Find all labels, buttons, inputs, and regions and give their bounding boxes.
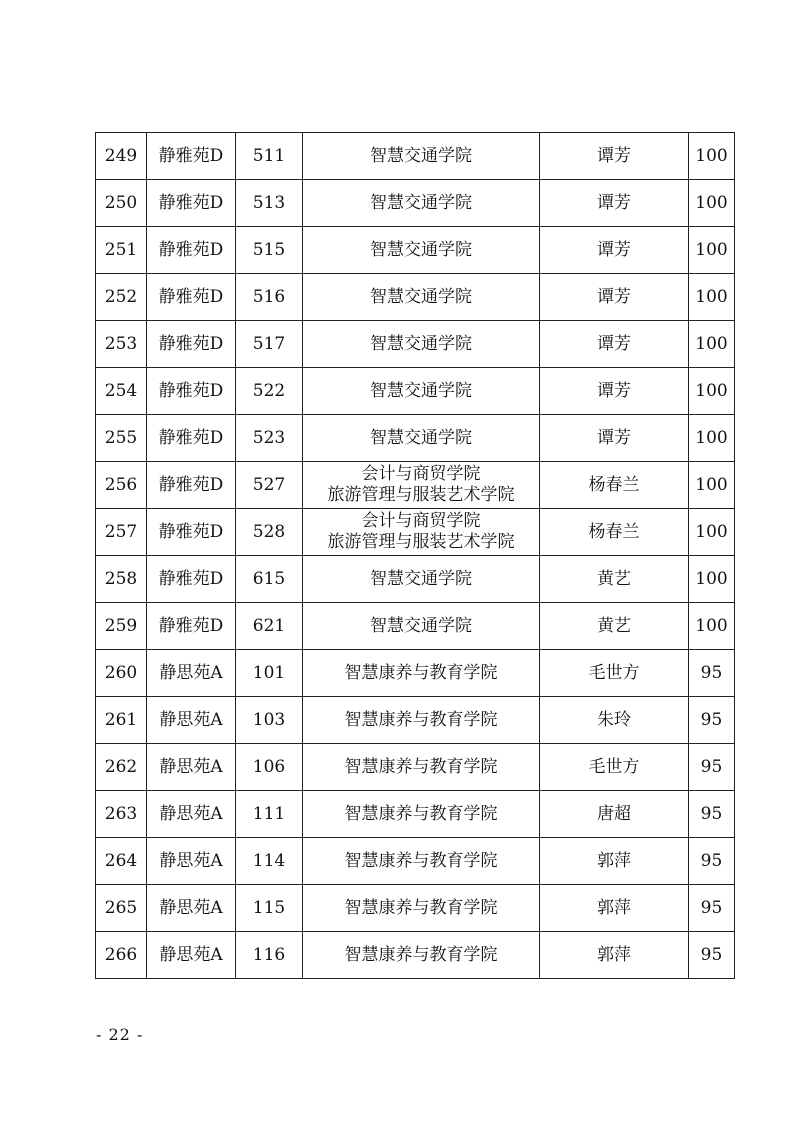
row-number-cell: 254 <box>96 368 147 415</box>
score-cell: 95 <box>689 838 735 885</box>
score-cell: 95 <box>689 650 735 697</box>
person-in-charge-cell: 朱玲 <box>540 697 689 744</box>
row-number-cell: 260 <box>96 650 147 697</box>
department-cell <box>303 791 540 838</box>
department-name: 智慧交通学院 <box>370 239 472 260</box>
department-name: 智慧交通学院 <box>370 427 472 448</box>
table-row <box>96 415 735 462</box>
table-row <box>96 180 735 227</box>
building-cell: 静思苑A <box>147 838 236 885</box>
building-cell: 静雅苑D <box>147 415 236 462</box>
department-name: 智慧康养与教育学院 <box>344 850 498 871</box>
room-number-cell: 116 <box>236 932 303 979</box>
score-cell: 100 <box>689 274 735 321</box>
row-number-cell: 259 <box>96 603 147 650</box>
person-in-charge-cell: 郭萍 <box>540 885 689 932</box>
table-row <box>96 509 735 556</box>
building-cell: 静思苑A <box>147 885 236 932</box>
person-in-charge-cell: 郭萍 <box>540 932 689 979</box>
table-row <box>96 274 735 321</box>
department-cell <box>303 180 540 227</box>
score-cell: 100 <box>689 415 735 462</box>
room-number-cell: 115 <box>236 885 303 932</box>
department-name: 智慧康养与教育学院 <box>344 756 498 777</box>
page-number: - 22 - <box>96 1025 144 1044</box>
department-cell <box>303 838 540 885</box>
room-number-cell: 522 <box>236 368 303 415</box>
score-cell: 100 <box>689 462 735 509</box>
room-number-cell: 111 <box>236 791 303 838</box>
department-name: 智慧交通学院 <box>370 286 472 307</box>
row-number-cell: 251 <box>96 227 147 274</box>
building-cell: 静雅苑D <box>147 321 236 368</box>
table-row <box>96 556 735 603</box>
score-cell: 100 <box>689 227 735 274</box>
department-name: 智慧康养与教育学院 <box>344 897 498 918</box>
score-cell: 100 <box>689 133 735 180</box>
room-number-cell: 106 <box>236 744 303 791</box>
room-number-cell: 101 <box>236 650 303 697</box>
table-row <box>96 368 735 415</box>
score-cell: 100 <box>689 556 735 603</box>
person-in-charge-cell: 谭芳 <box>540 321 689 368</box>
row-number-cell: 252 <box>96 274 147 321</box>
table-row <box>96 227 735 274</box>
department-name: 智慧康养与教育学院 <box>344 662 498 683</box>
room-number-cell: 527 <box>236 462 303 509</box>
room-number-cell: 528 <box>236 509 303 556</box>
department-name: 会计与商贸学院 <box>361 464 481 484</box>
person-in-charge-cell: 杨春兰 <box>540 462 689 509</box>
building-cell: 静雅苑D <box>147 274 236 321</box>
row-number-cell: 257 <box>96 509 147 556</box>
room-number-cell: 621 <box>236 603 303 650</box>
table-row <box>96 932 735 979</box>
department-name: 旅游管理与服装艺术学院 <box>327 532 515 552</box>
score-cell: 100 <box>689 368 735 415</box>
person-in-charge-cell: 毛世方 <box>540 650 689 697</box>
person-in-charge-cell: 谭芳 <box>540 415 689 462</box>
department-cell <box>303 227 540 274</box>
department-name: 旅游管理与服装艺术学院 <box>327 485 515 505</box>
room-number-cell: 103 <box>236 697 303 744</box>
department-name: 智慧康养与教育学院 <box>344 803 498 824</box>
room-number-cell: 515 <box>236 227 303 274</box>
room-number-cell: 511 <box>236 133 303 180</box>
department-name: 智慧交通学院 <box>370 333 472 354</box>
row-number-cell: 256 <box>96 462 147 509</box>
table-row <box>96 697 735 744</box>
table-row <box>96 650 735 697</box>
row-number-cell: 262 <box>96 744 147 791</box>
building-cell: 静思苑A <box>147 697 236 744</box>
building-cell: 静雅苑D <box>147 133 236 180</box>
department-cell <box>303 650 540 697</box>
score-cell: 95 <box>689 791 735 838</box>
row-number-cell: 263 <box>96 791 147 838</box>
building-cell: 静雅苑D <box>147 368 236 415</box>
person-in-charge-cell: 谭芳 <box>540 274 689 321</box>
person-in-charge-cell: 唐超 <box>540 791 689 838</box>
department-name: 智慧交通学院 <box>370 192 472 213</box>
score-cell: 100 <box>689 603 735 650</box>
room-number-cell: 517 <box>236 321 303 368</box>
room-number-cell: 513 <box>236 180 303 227</box>
row-number-cell: 255 <box>96 415 147 462</box>
room-number-cell: 615 <box>236 556 303 603</box>
score-cell: 100 <box>689 180 735 227</box>
department-name: 智慧康养与教育学院 <box>344 709 498 730</box>
department-name: 智慧交通学院 <box>370 145 472 166</box>
dormitory-table <box>95 132 735 979</box>
table-row <box>96 744 735 791</box>
room-number-cell: 523 <box>236 415 303 462</box>
table-row <box>96 603 735 650</box>
table-row <box>96 838 735 885</box>
department-cell <box>303 744 540 791</box>
building-cell: 静雅苑D <box>147 180 236 227</box>
department-name: 智慧交通学院 <box>370 568 472 589</box>
department-cell <box>303 885 540 932</box>
department-cell <box>303 368 540 415</box>
person-in-charge-cell: 黄艺 <box>540 603 689 650</box>
building-cell: 静雅苑D <box>147 227 236 274</box>
room-number-cell: 516 <box>236 274 303 321</box>
score-cell: 95 <box>689 932 735 979</box>
building-cell: 静雅苑D <box>147 509 236 556</box>
department-cell <box>303 274 540 321</box>
building-cell: 静思苑A <box>147 744 236 791</box>
department-cell <box>303 133 540 180</box>
building-cell: 静思苑A <box>147 932 236 979</box>
person-in-charge-cell: 谭芳 <box>540 133 689 180</box>
row-number-cell: 258 <box>96 556 147 603</box>
department-cell <box>303 556 540 603</box>
department-name: 会计与商贸学院 <box>361 511 481 531</box>
score-cell: 95 <box>689 885 735 932</box>
row-number-cell: 249 <box>96 133 147 180</box>
score-cell: 95 <box>689 744 735 791</box>
department-name: 智慧交通学院 <box>370 380 472 401</box>
row-number-cell: 253 <box>96 321 147 368</box>
building-cell: 静雅苑D <box>147 462 236 509</box>
table-row <box>96 133 735 180</box>
row-number-cell: 266 <box>96 932 147 979</box>
department-cell <box>303 462 540 509</box>
person-in-charge-cell: 郭萍 <box>540 838 689 885</box>
table-body <box>96 133 735 979</box>
person-in-charge-cell: 杨春兰 <box>540 509 689 556</box>
score-cell: 100 <box>689 321 735 368</box>
score-cell: 100 <box>689 509 735 556</box>
building-cell: 静思苑A <box>147 791 236 838</box>
department-cell <box>303 321 540 368</box>
department-cell <box>303 932 540 979</box>
row-number-cell: 261 <box>96 697 147 744</box>
row-number-cell: 250 <box>96 180 147 227</box>
building-cell: 静雅苑D <box>147 603 236 650</box>
table-row <box>96 321 735 368</box>
person-in-charge-cell: 谭芳 <box>540 180 689 227</box>
table-row <box>96 791 735 838</box>
person-in-charge-cell: 谭芳 <box>540 227 689 274</box>
building-cell: 静思苑A <box>147 650 236 697</box>
department-cell <box>303 415 540 462</box>
person-in-charge-cell: 毛世方 <box>540 744 689 791</box>
building-cell: 静雅苑D <box>147 556 236 603</box>
department-name: 智慧康养与教育学院 <box>344 944 498 965</box>
department-name: 智慧交通学院 <box>370 615 472 636</box>
department-cell <box>303 509 540 556</box>
row-number-cell: 264 <box>96 838 147 885</box>
table-row <box>96 885 735 932</box>
row-number-cell: 265 <box>96 885 147 932</box>
person-in-charge-cell: 谭芳 <box>540 368 689 415</box>
room-number-cell: 114 <box>236 838 303 885</box>
department-cell <box>303 603 540 650</box>
department-cell <box>303 697 540 744</box>
person-in-charge-cell: 黄艺 <box>540 556 689 603</box>
score-cell: 95 <box>689 697 735 744</box>
table-row <box>96 462 735 509</box>
